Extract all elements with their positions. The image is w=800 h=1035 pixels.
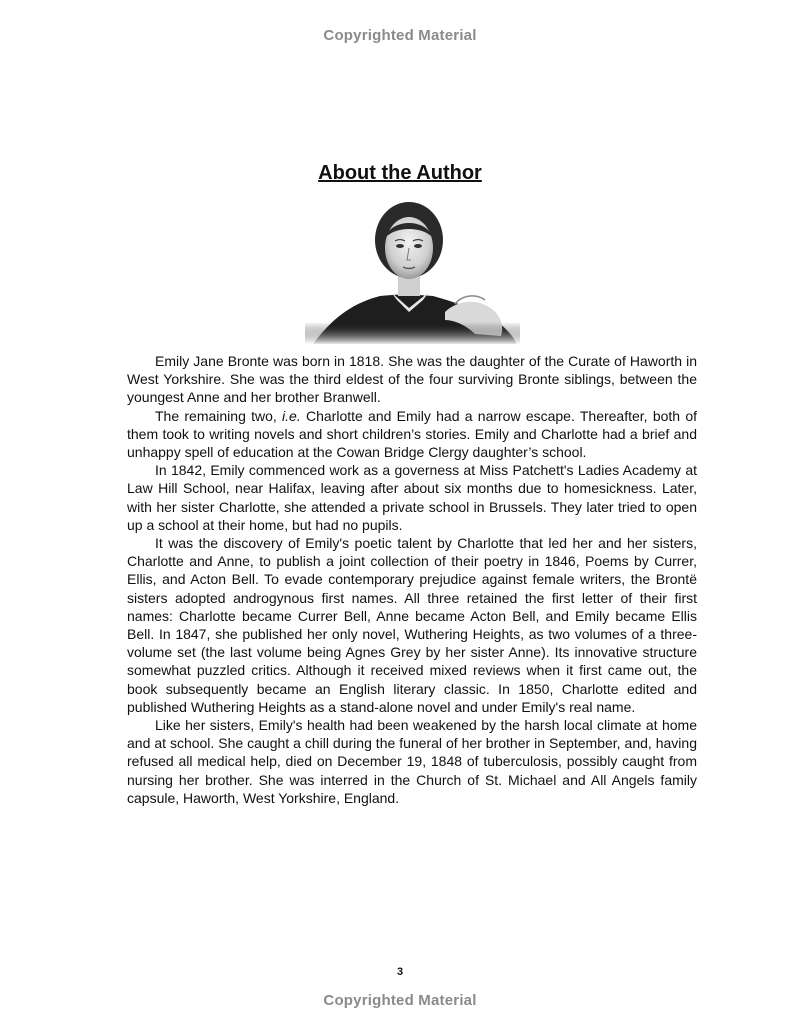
page-title: About the Author	[318, 162, 482, 184]
paragraph-poetry: It was the discovery of Emily's poetic talent by Charlotte that led her and her sisters, Charlotte and Anne, to publish a joint collection of their poetry in 1846, Poems by Currer, Ellis, and Acton Bell. To evade contemporary prejudice against female writers, the Brontë sisters adopted androgynous first names. All three retained the first letter of their first names: Charlotte became Currer Bell, Anne became Acton Bell, and Emily became Ellis Bell. In 1847, she published her only novel, Wuthering Heights, as two volumes of a three-volume set (the last volume being Agnes Grey by her sister Anne). Its innovative structure somewhat puzzled critics. Although it received mixed reviews when it first came out, the book subsequently became an English literary classic. In 1850, Charlotte edited and published Wuthering Heights as a stand-alone novel and under Emily's real name.	[127, 535, 697, 715]
paragraph-birth: Emily Jane Bronte was born in 1818. She was the daughter of the Curate of Haworth in West Yorkshire. She was the third eldest of the four surviving Bronte siblings, between the youngest Anne and her brother Branwell.	[127, 353, 697, 406]
author-portrait-image	[305, 202, 520, 344]
biography-text	[127, 352, 697, 807]
paragraph-escape: The remaining two, i.e. Charlotte and Emily had a narrow escape. Thereafter, both of them took to writing novels and short children’s stories. Emily and Charlotte had a brief and unhappy spell of education at the Cowan Bridge Clergy daughter’s school.	[127, 407, 697, 461]
paragraph-governess: In 1842, Emily commenced work as a governess at Miss Patchett's Ladies Academy at Law Hill School, near Halifax, leaving after about six months due to homesickness. Later, with her sister Charlotte, she attended a private school in Brussels. They later tried to open up a school at their home, but had no pupils.	[127, 462, 697, 533]
paragraph-death: Like her sisters, Emily's health had been weakened by the harsh local climate at home and at school. She caught a chill during the funeral of her brother in September, and, having refused all medical help, died on December 19, 1848 of tuberculosis, possibly caught from nursing her brother. She was interred in the Church of St. Michael and All Angels family capsule, Haworth, West Yorkshire, England.	[127, 717, 697, 806]
copyright-footer: Copyrighted Material	[323, 992, 477, 1009]
page-number: 3	[396, 966, 404, 978]
copyright-header: Copyrighted Material	[323, 27, 477, 44]
